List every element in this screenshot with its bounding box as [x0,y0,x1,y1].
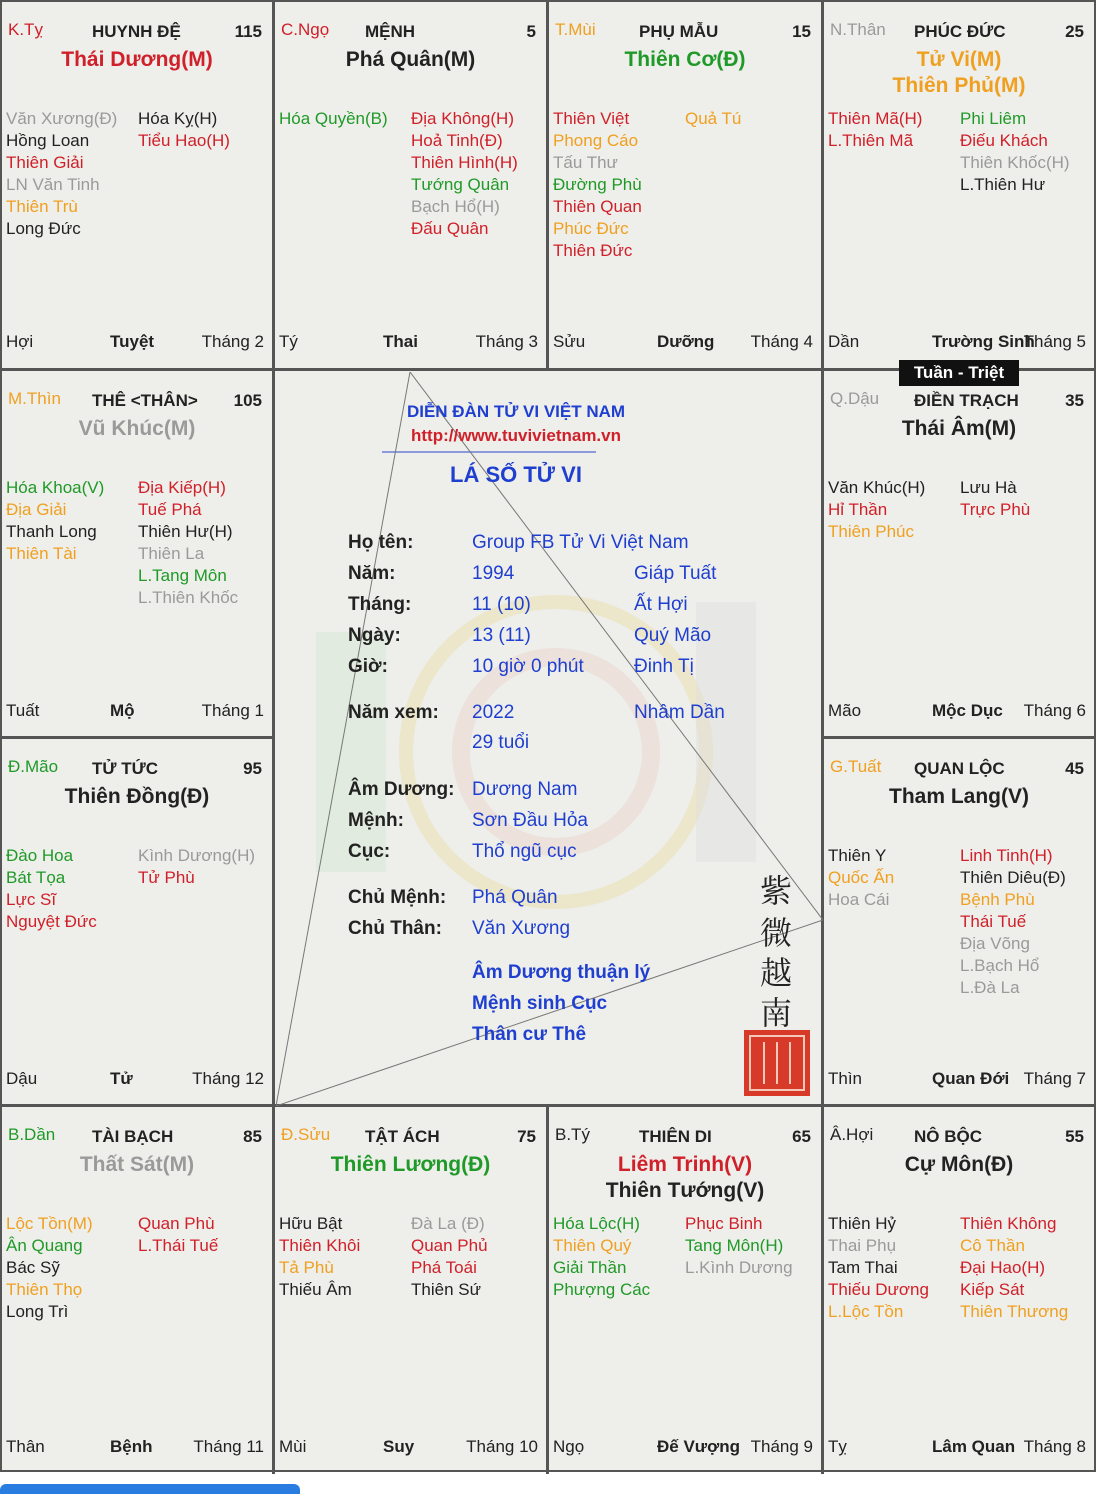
palace-name: QUAN LỘC [914,759,1005,778]
star: L.Lộc Tồn [828,1302,904,1321]
palace-name: THÊ <THÂN> [92,391,198,410]
earthly-branch: Thìn [828,1069,863,1088]
star: Thiên Mã(H) [828,109,923,128]
palace-code: B.Dần [8,1125,56,1144]
star: Phúc Đức [553,219,629,238]
star: Thai Phụ [828,1236,897,1255]
earthly-branch: Dần [828,332,860,351]
star: Hồng Loan [6,131,90,150]
star: Thiên Thương [960,1302,1069,1321]
info-label: Âm Dương: [348,779,455,800]
info-value-secondary: Quý Mão [634,625,712,646]
star: Giải Thần [553,1258,627,1277]
info-label: Mệnh: [348,810,404,831]
star: Thiếu Âm [279,1280,352,1299]
life-stage: Tử [110,1069,133,1088]
earthly-branch: Ngọ [553,1437,585,1456]
palace-footer [6,1437,264,1459]
palace-name: MỆNH [365,22,416,41]
star-list-left [6,477,104,565]
bottom-scroll-indicator[interactable] [0,1484,300,1494]
site-title: DIỄN ĐÀN TỬ VI VIỆT NAM [406,402,626,421]
info-label: Cục: [348,841,391,862]
star: L.Thái Tuế [138,1236,219,1255]
star: Hóa Quyền(B) [279,109,388,128]
palace-month: Tháng 8 [1023,1437,1086,1456]
info-value: 1994 [472,563,515,584]
life-stage: Bệnh [110,1437,153,1456]
palace-no-boc [824,1107,1094,1472]
palace-name: PHÚC ĐỨC [914,22,1006,41]
palace-code: M.Thìn [8,389,61,408]
hanzi-char: 紫 [760,872,793,910]
star: Long Trì [6,1302,69,1321]
palace-footer [553,1437,813,1459]
palace-code: T.Mùi [555,20,596,39]
star: Quả Tú [685,109,742,128]
main-star: Vũ Khúc(M) [78,417,196,440]
palace-footer [6,332,264,354]
star: Thiên Quan [553,197,642,216]
star: Tả Phù [279,1258,334,1277]
star-list-left [828,1213,929,1323]
star: LN Văn Tinh [6,175,100,194]
palace-huynh-de [2,2,272,368]
info-value: 10 giờ 0 phút [472,656,584,677]
info-label: Chủ Mệnh: [348,887,447,908]
palace-phuc-duc [824,2,1094,368]
star: Phá Toái [411,1258,477,1277]
palace-name: HUYNH ĐỆ [92,22,181,41]
star-list-left [6,845,97,933]
star: Thiên Việt [553,109,630,128]
star-list-left [828,845,894,911]
main-star: Tử Vi(M) [916,48,1002,71]
star: Tử Phù [138,868,195,887]
star: Long Đức [6,219,81,238]
tuan-triet-badge: Tuần - Triệt [899,360,1019,386]
palace-name: ĐIỀN TRẠCH [914,391,1019,410]
main-star: Phá Quân(M) [345,48,476,71]
star: Hóa Khoa(V) [6,478,105,497]
star: Thiên Hình(H) [411,153,518,172]
star: Kiếp Sát [960,1280,1025,1299]
star: Thiên Hỷ [828,1214,897,1233]
palace-name: TÀI BẠCH [92,1127,174,1146]
star: Thiên Khốc(H) [960,153,1070,172]
palace-age: 5 [526,22,536,41]
star-list-left [6,108,117,240]
palace-month: Tháng 5 [1023,332,1086,351]
main-star: Thiên Cơ(Đ) [624,48,746,71]
star: Hóa Lộc(H) [553,1214,640,1233]
palace-age: 15 [792,22,811,41]
palace-quan-loc [824,739,1094,1104]
star-list-right [960,477,1030,521]
info-label: Năm: [348,563,396,584]
palace-month: Tháng 10 [466,1437,538,1456]
star: Tấu Thư [553,153,618,172]
hanzi-char: 微 [760,914,793,952]
earthly-branch: Dậu [6,1069,38,1088]
star-list-left [828,108,922,152]
palace-footer [828,1437,1086,1459]
life-stage: Mộc Dục [932,701,1003,720]
star: Thiên Diêu(Đ) [960,868,1066,887]
site-url[interactable]: http://www.tuvivietnam.vn [411,426,621,445]
main-star: Thiên Tướng(V) [605,1179,765,1202]
palace-age: 25 [1065,22,1084,41]
star-list-left [553,1213,650,1301]
palace-code: N.Thân [830,20,886,39]
star: Thanh Long [6,522,97,541]
star: Thiên Trù [6,197,78,216]
star: Thiếu Dương [828,1280,929,1299]
earthly-branch: Sửu [553,332,586,351]
star: Tuế Phá [138,500,202,519]
star: Ân Quang [6,1236,83,1255]
star-list-left [279,1213,360,1301]
palace-age: 65 [792,1127,811,1146]
info-value: Group FB Tử Vi Việt Nam [472,532,689,553]
star: Hỉ Thần [828,500,888,519]
star: Phi Liêm [960,109,1027,128]
star: L.Thiên Hư [960,175,1046,194]
main-star: Thái Âm(M) [901,417,1017,440]
info-value: Phá Quân [472,887,558,908]
earthly-branch: Mùi [279,1437,307,1456]
star: Bát Tọa [6,868,66,887]
info-value: 29 tuổi [472,732,530,753]
star: Nguyệt Đức [6,912,97,931]
info-label: Năm xem: [348,702,439,723]
earthly-branch: Tuất [6,701,40,720]
star: Thiên Khôi [279,1236,361,1255]
life-stage: Trường Sinh [932,332,1035,351]
life-stage: Đế Vượng [657,1437,740,1456]
palace-age: 95 [243,759,262,778]
life-stage: Quan Đới [932,1069,1010,1088]
info-value-secondary: Ất Hợi [634,594,688,615]
star: L.Thiên Khốc [138,588,239,607]
star: Quốc Ấn [828,868,895,887]
palace-age: 35 [1065,391,1084,410]
palace-footer [828,332,1086,354]
star-list-right [960,108,1070,196]
star: Kình Dương(H) [138,846,256,865]
star: Đấu Quân [411,219,489,238]
palace-footer [6,1069,264,1091]
star: Hữu Bật [279,1214,343,1233]
star: L.Bạch Hổ [960,956,1040,975]
star: Trực Phù [960,500,1031,519]
star-list-right [685,108,741,130]
main-star: Thiên Đồng(Đ) [64,785,210,808]
star-list-left [279,108,388,130]
main-star: Thất Sát(M) [79,1153,195,1176]
main-star: Thiên Lương(Đ) [330,1153,491,1176]
palace-code: Q.Dậu [830,389,880,408]
chart-center [276,372,823,1106]
palace-footer [553,332,813,354]
star: Thiên Đức [553,241,633,260]
info-value: Thổ ngũ cục [472,841,577,862]
star: L.Thiên Mã [828,131,914,150]
star: Quan Phù [138,1214,215,1233]
earthly-branch: Tỵ [828,1437,847,1456]
star: Tiểu Hao(H) [138,131,230,150]
palace-code: G.Tuất [830,757,882,776]
star: L.Tang Môn [138,566,227,585]
chart-subtitle: LÁ SỐ TỬ VI [450,462,582,487]
palace-month: Tháng 1 [201,701,264,720]
star: Thiên Y [828,846,887,865]
star: Thái Tuế [960,912,1027,931]
star: L.Kình Dương [685,1258,793,1277]
palace-month: Tháng 11 [193,1437,264,1456]
palace-tai-bach [2,1107,272,1472]
palace-month: Tháng 2 [201,332,264,351]
palace-footer [828,701,1086,723]
star-list-right [138,477,238,609]
info-value-secondary: Nhâm Dần [634,702,725,723]
main-star: Thái Dương(M) [61,48,213,71]
star: Phục Binh [685,1214,763,1233]
star: L.Đà La [960,978,1020,997]
star-list-right [411,1213,488,1301]
star: Thiên Sứ [411,1280,481,1299]
palace-code: Đ.Sửu [281,1125,331,1144]
star: Điếu Khách [960,131,1048,150]
star-list-right [138,845,255,889]
palace-footer [279,1437,538,1459]
palace-code: C.Ngọ [281,20,330,39]
star: Địa Không(H) [411,109,514,128]
palace-code: K.Tỵ [8,20,43,39]
info-value: 2022 [472,702,515,723]
palace-age: 45 [1065,759,1084,778]
star: Đường Phù [553,175,642,194]
life-stage: Tuyệt [110,332,155,351]
star-list-right [960,845,1066,999]
main-star: Tham Lang(V) [889,785,1029,808]
star: Địa Kiếp(H) [138,478,226,497]
earthly-branch: Mão [828,701,862,720]
palace-footer [6,701,264,723]
palace-menh [275,2,546,368]
star: Tang Môn(H) [685,1236,784,1255]
main-star: Cự Môn(Đ) [904,1153,1014,1176]
palace-month: Tháng 4 [750,332,813,351]
palace-month: Tháng 6 [1023,701,1086,720]
palace-name: TẬT ÁCH [365,1127,440,1146]
star: Văn Xương(Đ) [6,109,118,128]
info-label: Ngày: [348,625,401,646]
earthly-branch: Tý [279,332,298,351]
palace-thien-di [549,1107,821,1472]
palace-month: Tháng 3 [475,332,538,351]
info-value: Sơn Đầu Hỏa [472,810,588,831]
star: Bác Sỹ [6,1258,60,1277]
star: Bệnh Phù [960,890,1035,909]
info-value: 11 (10) [472,594,531,615]
star: Địa Võng [960,934,1030,953]
star: Thiên La [138,544,205,563]
main-star: Thiên Phủ(M) [892,74,1026,97]
life-stage: Thai [383,332,418,351]
main-star: Liêm Trinh(V) [617,1153,753,1176]
info-value-secondary: Giáp Tuất [634,563,717,584]
star-list-right [138,108,230,152]
palace-age: 75 [517,1127,536,1146]
life-stage: Lâm Quan [932,1437,1016,1456]
palace-month: Tháng 9 [750,1437,813,1456]
star: Thiên Hư(H) [138,522,233,541]
palace-age: 105 [233,391,262,410]
palace-footer [828,1069,1086,1091]
star: Thiên Không [960,1214,1057,1233]
life-stage: Mộ [110,701,135,720]
info-value: Văn Xương [472,918,571,939]
star: Tam Thai [828,1258,898,1277]
star: Quan Phủ [411,1236,488,1255]
star: Phong Cáo [553,131,639,150]
star-list-left [6,1213,93,1323]
palace-tu-tuc [2,739,272,1104]
star-list-right [411,108,518,240]
palace-age: 115 [234,22,262,41]
info-label: Tháng: [348,594,412,615]
star: Hóa Kỵ(H) [138,109,218,128]
star: Lực Sĩ [6,890,57,909]
star: Địa Giải [6,500,67,519]
star: Văn Khúc(H) [828,478,926,497]
info-value-secondary: Đinh Tị [634,656,694,677]
star: Hoa Cái [828,890,890,909]
star: Phượng Các [553,1280,651,1299]
star: Thiên Thọ [6,1280,83,1299]
star: Lưu Hà [960,478,1017,497]
star: Hoả Tinh(Đ) [411,131,503,150]
palace-name: THIÊN DI [639,1127,712,1146]
palace-name: TỬ TỨC [92,759,158,778]
palace-dien-trach [824,371,1094,736]
palace-month: Tháng 7 [1023,1069,1086,1088]
life-stage: Suy [383,1437,415,1456]
note-menh-cuc: Mệnh sinh Cục [472,993,608,1014]
star: Thiên Giải [6,153,84,172]
star: Thiên Quý [553,1236,632,1255]
palace-than [2,371,272,736]
star-list-left [553,108,642,262]
palace-month: Tháng 12 [192,1069,264,1088]
palace-code: B.Tý [555,1125,590,1144]
palace-tat-ach [275,1107,546,1472]
info-label: Chủ Thân: [348,918,442,939]
star: Đà La (Đ) [411,1214,485,1233]
palace-footer [279,332,538,354]
palace-code: Đ.Mão [8,757,59,776]
star: Thiên Tài [6,544,77,563]
hanzi-char: 南 [760,994,793,1032]
star: Thiên Phúc [828,522,914,541]
star-list-right [138,1213,218,1257]
palace-age: 85 [243,1127,262,1146]
palace-phu-mau [549,2,821,368]
star: Tướng Quân [411,175,510,194]
info-value: Dương Nam [472,779,578,800]
hanzi-char: 越 [760,954,793,992]
star: Đào Hoa [6,846,74,865]
star: Đại Hao(H) [960,1258,1046,1277]
palace-code: Â.Hợi [830,1125,874,1144]
note-than-cu: Thân cư Thê [472,1024,587,1045]
palace-name: PHỤ MẪU [639,22,719,41]
info-label: Họ tên: [348,532,414,553]
info-label: Giờ: [348,656,388,677]
life-stage: Dưỡng [657,332,715,351]
earthly-branch: Thân [6,1437,45,1456]
star: Linh Tinh(H) [960,846,1053,865]
star-list-left [828,477,925,543]
note-am-duong: Âm Dương thuận lý [472,962,651,983]
palace-age: 55 [1065,1127,1084,1146]
info-value: 13 (11) [472,625,531,646]
star: Cô Thần [960,1236,1025,1255]
star: Lộc Tồn(M) [6,1214,93,1233]
palace-name: NÔ BỘC [914,1127,982,1146]
star-list-right [685,1213,793,1279]
star-list-right [960,1213,1068,1323]
star: Bạch Hổ(H) [411,197,500,216]
earthly-branch: Hợi [6,332,34,351]
